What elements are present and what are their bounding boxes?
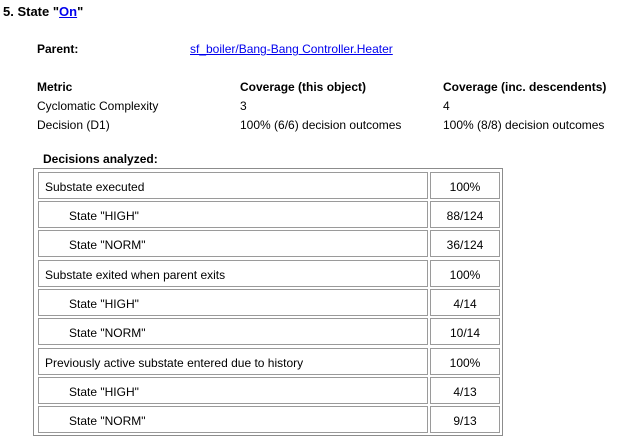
decision-coverage: 100% bbox=[430, 260, 500, 287]
state-on-link[interactable]: On bbox=[59, 4, 78, 19]
outcome-label: State "NORM" bbox=[38, 406, 428, 433]
outcome-label: State "HIGH" bbox=[38, 201, 428, 228]
outcome-label: State "NORM" bbox=[38, 230, 428, 257]
metric-name: Cyclomatic Complexity bbox=[37, 99, 159, 113]
outcome-count: 88/124 bbox=[430, 201, 500, 228]
metric-value-this: 3 bbox=[240, 99, 247, 113]
coverage-this-header: Coverage (this object) bbox=[240, 80, 367, 94]
parent-link[interactable]: sf_boiler/Bang-Bang Controller.Heater bbox=[190, 42, 393, 56]
outcome-label: State "HIGH" bbox=[38, 377, 428, 404]
coverage-desc-header: Coverage (inc. descendents) bbox=[443, 80, 607, 94]
decisions-title: Decisions analyzed: bbox=[43, 152, 158, 166]
metric-value-desc: 100% (8/8) decision outcomes bbox=[443, 118, 605, 132]
metric-value-this: 100% (6/6) decision outcomes bbox=[240, 118, 402, 132]
decision-label: Substate exited when parent exits bbox=[38, 260, 428, 287]
metric-name: Decision (D1) bbox=[37, 118, 110, 132]
decision-coverage: 100% bbox=[430, 172, 500, 199]
outcome-count: 9/13 bbox=[430, 406, 500, 433]
heading-prefix: 5. State " bbox=[3, 4, 60, 19]
section-heading bbox=[3, 4, 83, 19]
decisions-table bbox=[33, 168, 503, 436]
outcome-count: 10/14 bbox=[430, 318, 500, 345]
outcome-label: State "NORM" bbox=[38, 318, 428, 345]
decision-label: Previously active substate entered due to history bbox=[38, 348, 428, 375]
outcome-count: 4/14 bbox=[430, 289, 500, 316]
metric-header: Metric bbox=[37, 80, 73, 94]
outcome-count: 36/124 bbox=[430, 230, 500, 257]
heading-suffix: " bbox=[77, 4, 84, 19]
outcome-count: 4/13 bbox=[430, 377, 500, 404]
outcome-label: State "HIGH" bbox=[38, 289, 428, 316]
decision-coverage: 100% bbox=[430, 348, 500, 375]
metric-value-desc: 4 bbox=[443, 99, 450, 113]
decision-label: Substate executed bbox=[38, 172, 428, 199]
parent-label: Parent: bbox=[37, 42, 79, 56]
